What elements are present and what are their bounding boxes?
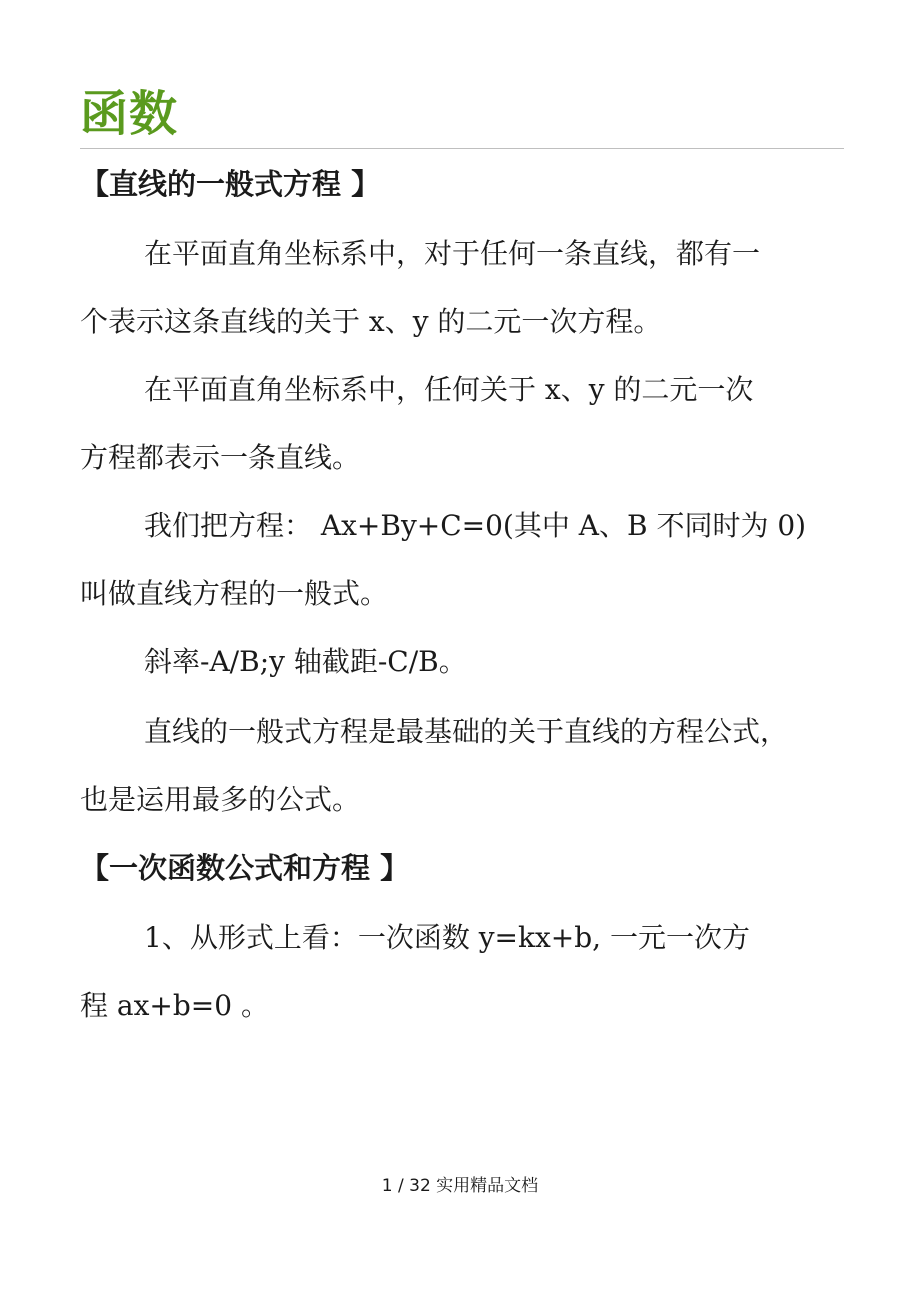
paragraph-line: 叫做直线方程的一般式。 [80, 577, 389, 610]
title-divider [80, 148, 844, 149]
paragraph-line: 也是运用最多的公式。 [80, 783, 361, 816]
page-title: 函数 [80, 86, 179, 142]
paragraph-line: 个表示这条直线的关于 x、y 的二元一次方程。 [80, 305, 662, 338]
section-heading-linear-function: 【一次函数公式和方程 】 [80, 851, 410, 885]
paragraph-line: 直线的一般式方程是最基础的关于直线的方程公式， [144, 715, 789, 748]
paragraph-line: 1、从形式上看：一次函数 y=kx+b, 一元一次方 [144, 921, 750, 954]
section-heading-line-equation: 【直线的一般式方程 】 [80, 167, 381, 201]
page-footer: 1 / 32 实用精品文档 [381, 1176, 539, 1196]
paragraph-line: 我们把方程： Ax+By+C=0(其中 A、B 不同时为 0) [144, 509, 807, 542]
paragraph-line: 在平面直角坐标系中，任何关于 x、y 的二元一次 [144, 373, 754, 406]
paragraph-line: 程 ax+b=0 。 [80, 989, 269, 1022]
paragraph-line: 在平面直角坐标系中，对于任何一条直线，都有一 [144, 237, 761, 270]
paragraph-line: 斜率-A/B;y 轴截距-C/B。 [144, 645, 467, 678]
paragraph-line: 方程都表示一条直线。 [80, 441, 361, 474]
